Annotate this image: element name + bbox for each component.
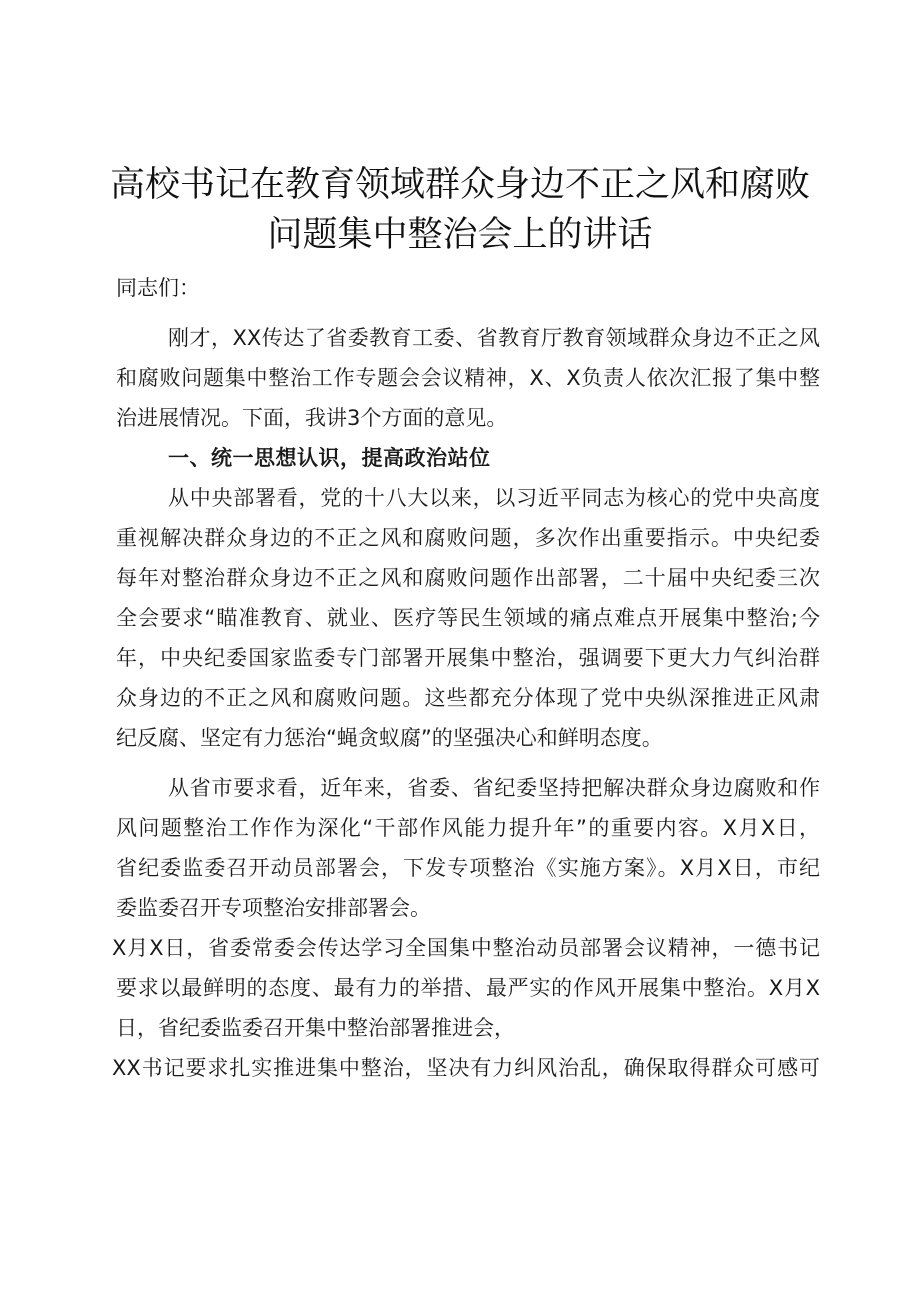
paragraph-line: 要求以最鲜明的态度、最有力的举措、最严实的作风开展集中整治。X月X: [116, 976, 820, 1000]
section-heading-1: 一、统一思想认识，提高政治站位: [168, 446, 491, 470]
paragraph-line: 委监委召开专项整治安排部署会。: [116, 896, 431, 920]
document-title: [100, 160, 820, 260]
paragraph-line: 全会要求“瞄准教育、就业、医疗等民生领域的痛点难点开展集中整治;今: [116, 606, 820, 630]
paragraph-line: 从中央部署看，党的十八大以来，以习近平同志为核心的党中央高度: [168, 486, 820, 510]
paragraph-line: 年，中央纪委国家监委专门部署开展集中整治，强调要下更大力气纠治群: [116, 646, 820, 670]
paragraph-provincial-requirements: [116, 768, 820, 928]
intro-paragraph: [116, 318, 820, 438]
paragraph-line: 从省市要求看，近年来，省委、省纪委坚持把解决群众身边腐败和作: [168, 776, 820, 800]
paragraph-line: 重视解决群众身边的不正之风和腐败问题，多次作出重要指示。中央纪委: [116, 526, 820, 550]
paragraph-line: 风问题整治工作作为深化“干部作风能力提升年”的重要内容。X月X日，: [116, 816, 820, 840]
paragraph-line: 省纪委监委召开动员部署会，下发专项整治《实施方案》。X月X日，市纪: [116, 856, 820, 880]
paragraph-line: 众身边的不正之风和腐败问题。这些都充分体现了党中央纵深推进正风肃: [116, 686, 820, 710]
paragraph-standing-committee: [112, 928, 820, 1048]
paragraph-line: 每年对整治群众身边不正之风和腐败问题作出部署，二十届中央纪委三次: [116, 566, 820, 590]
paragraph-line: 纪反腐、坚定有力惩治“蝇贪蚁腐”的坚强决心和鲜明态度。: [116, 726, 663, 750]
paragraph-line: XX书记要求扎实推进集中整治，坚决有力纠风治乱，确保取得群众可感可: [112, 1056, 820, 1080]
title-line-2: 问题集中整治会上的讲话: [267, 215, 653, 255]
paragraph-line: X月X日，省委常委会传达学习全国集中整治动员部署会议精神，一德书记: [112, 936, 820, 960]
salutation: 同志们：: [116, 276, 200, 300]
paragraph-line: 刚才，XX传达了省委教育工委、省教育厅教育领域群众身边不正之风: [168, 326, 820, 350]
paragraph-central-deployment: [116, 478, 820, 758]
paragraph-line: 治进展情况。下面，我讲3个方面的意见。: [116, 406, 508, 430]
document-body: [112, 268, 820, 1088]
paragraph-secretary-requirements: [112, 1048, 820, 1088]
title-line-1: 高校书记在教育领域群众身边不正之风和腐败: [109, 165, 810, 205]
paragraph-line: 和腐败问题集中整治工作专题会会议精神，X、X负责人依次汇报了集中整: [116, 366, 820, 390]
paragraph-line: 日，省纪委监委召开集中整治部署推进会，: [116, 1016, 515, 1040]
